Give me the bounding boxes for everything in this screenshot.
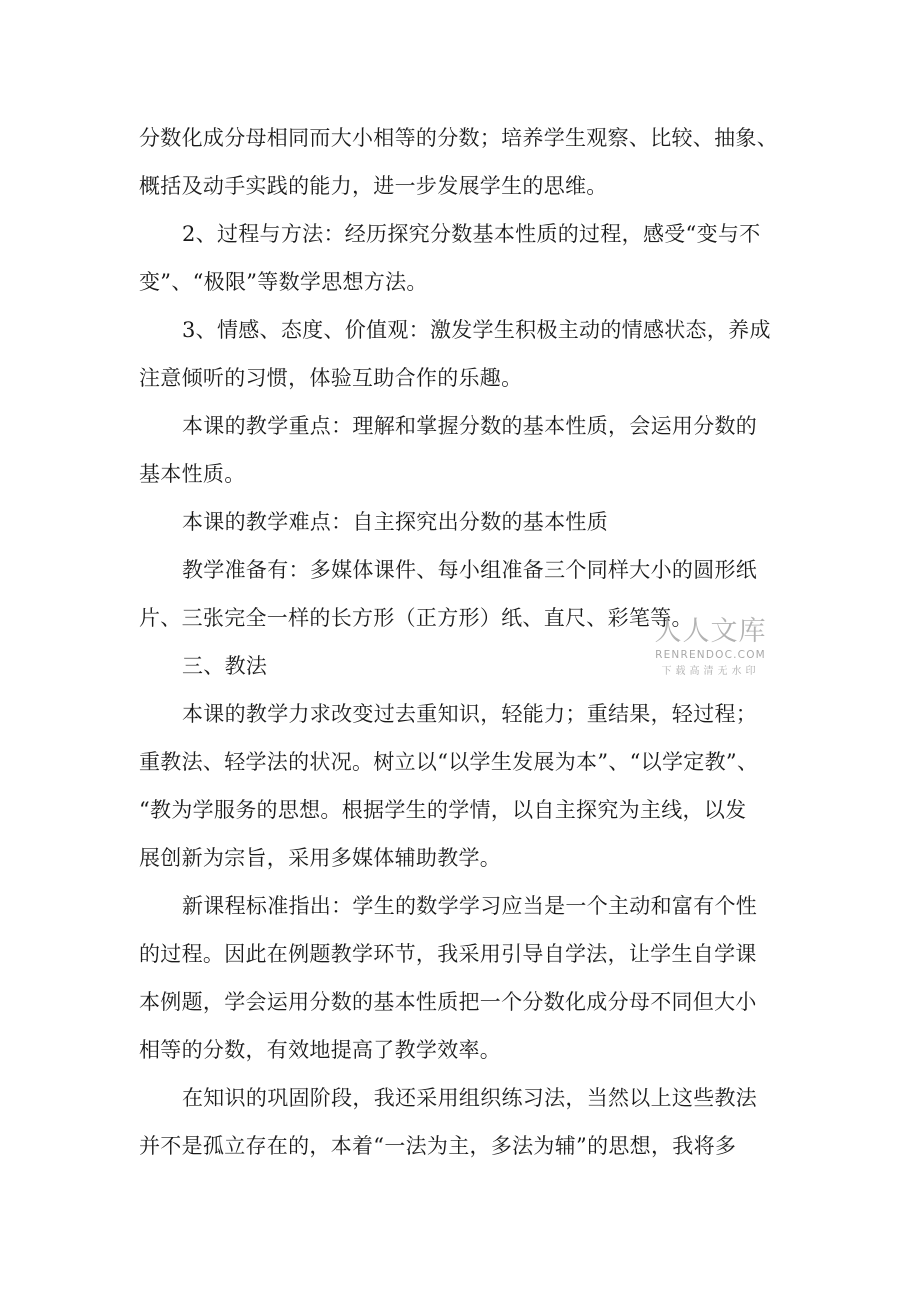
text-line-18: 的过程。因此在例题教学环节，我采用引导自学法，让学生自学课 <box>139 942 757 966</box>
text-line-1: 分数化成分母相同而大小相等的分数；培养学生观察、比较、抽象、 <box>139 126 778 150</box>
text-line-17: 新课程标准指出：学生的数学学习应当是一个主动和富有个性 <box>182 894 758 918</box>
text-line-10: 教学准备有：多媒体课件、每小组准备三个同样大小的圆形纸 <box>182 558 758 582</box>
text-line-7: 本课的教学重点：理解和掌握分数的基本性质，会运用分数的 <box>182 414 758 438</box>
text-line-22: 并不是孤立存在的，本着“一法为主，多法为辅”的思想，我将多 <box>139 1134 737 1158</box>
text-line-2: 概括及动手实践的能力，进一步发展学生的思维。 <box>139 174 608 198</box>
text-line-16: 展创新为宗旨，采用多媒体辅助教学。 <box>139 846 502 870</box>
text-line-5: 3、情感、态度、价值观：激发学生积极主动的情感状态，养成 <box>182 318 771 342</box>
watermark-logo <box>648 616 773 686</box>
text-line-19: 本例题，学会运用分数的基本性质把一个分数化成分母不同但大小 <box>139 990 757 1014</box>
text-line-9: 本课的教学难点：自主探究出分数的基本性质 <box>182 510 608 534</box>
text-line-20: 相等的分数，有效地提高了教学效率。 <box>139 1038 502 1062</box>
text-line-11: 片、三张完全一样的长方形（正方形）纸、直尺、彩笔等。 <box>139 606 693 630</box>
text-line-21: 在知识的巩固阶段，我还采用组织练习法，当然以上这些教法 <box>182 1086 758 1110</box>
watermark-slogan: 下载高清无水印 <box>661 666 760 677</box>
text-line-15: “教为学服务的思想。根据学生的学情，以自主探究为主线，以发 <box>139 798 747 822</box>
text-line-4: 变”、“极限”等数学思想方法。 <box>139 270 428 294</box>
watermark-brand: 人人文库 <box>654 616 767 647</box>
text-line-14: 重教法、轻学法的状况。树立以“以学生发展为本”、“以学定教”、 <box>139 750 759 774</box>
watermark-site: RENRENDOC.COM <box>655 649 766 661</box>
text-line-8: 基本性质。 <box>139 462 246 486</box>
text-line-13: 本课的教学力求改变过去重知识，轻能力；重结果，轻过程； <box>182 702 758 726</box>
section-heading: 三、教法 <box>182 654 268 678</box>
text-line-3: 2、过程与方法：经历探究分数基本性质的过程，感受“变与不 <box>182 222 761 246</box>
text-line-6: 注意倾听的习惯，体验互助合作的乐趣。 <box>139 366 523 390</box>
